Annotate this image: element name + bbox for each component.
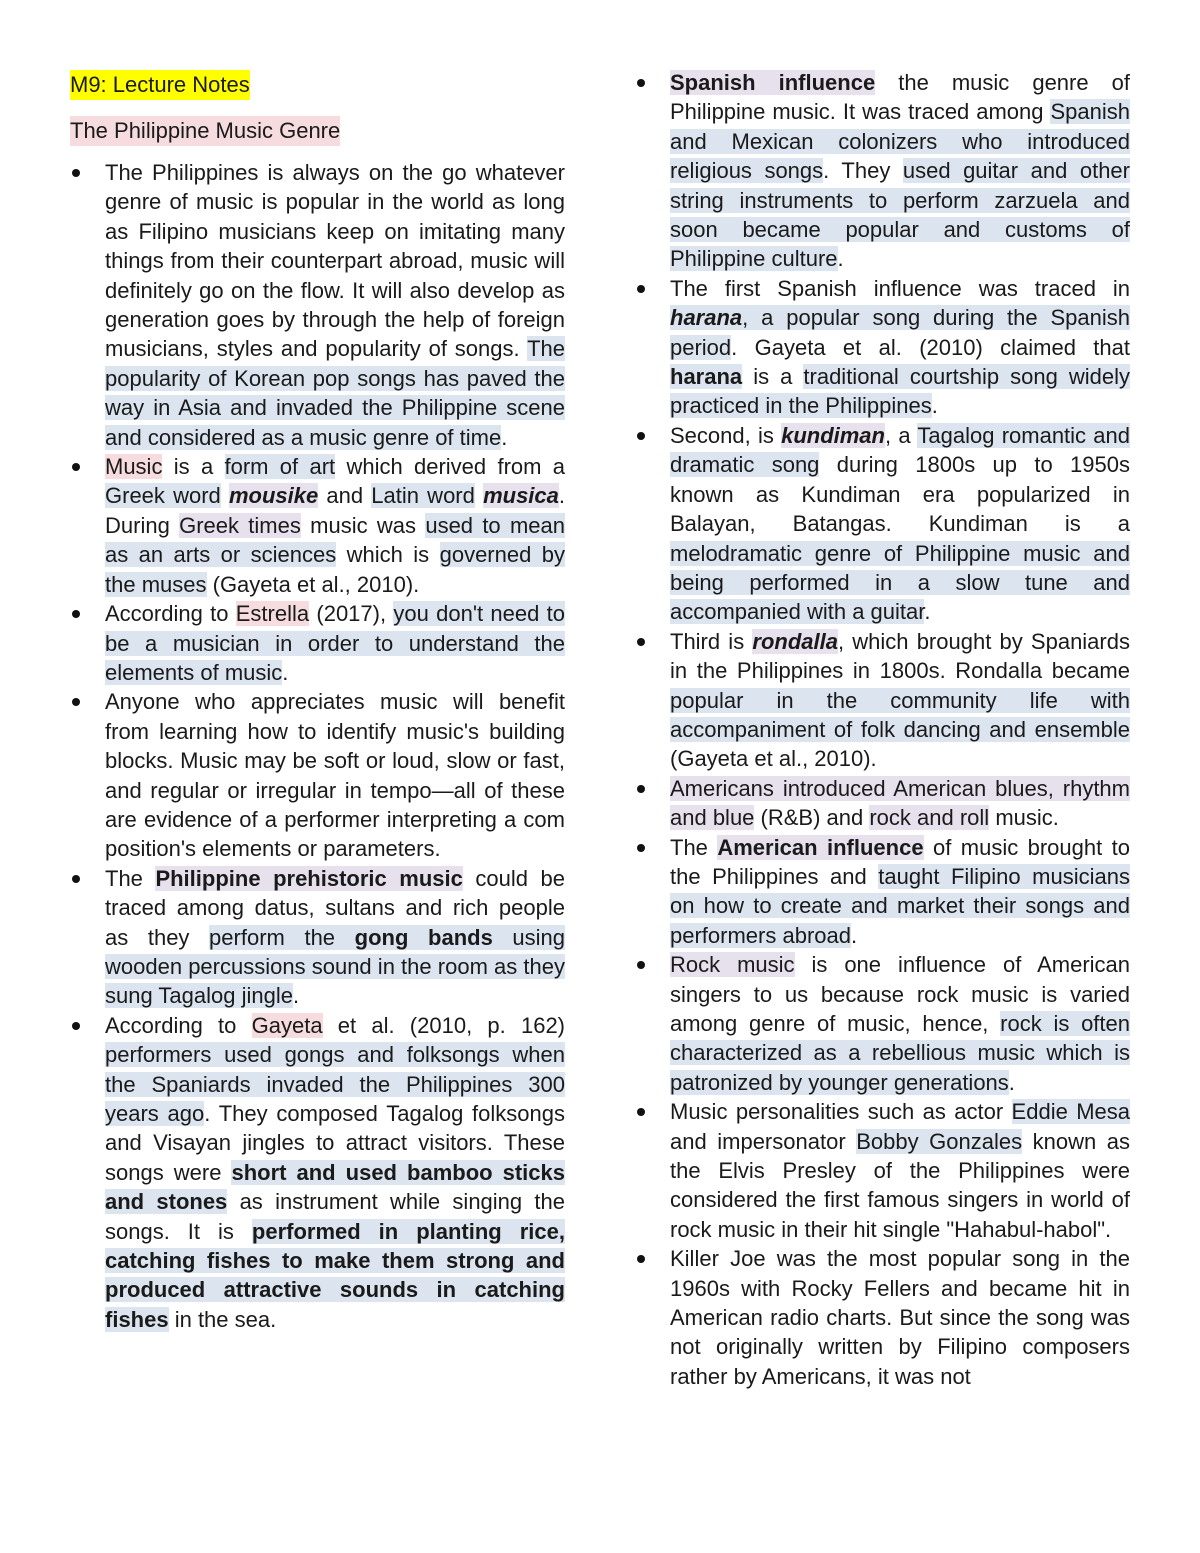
bullet-item bbox=[635, 627, 1130, 774]
highlighted-text: melodramatic genre of Philippine music and being performed in a slow tune and accompanied with a guitar bbox=[670, 540, 1130, 625]
highlighted-text bbox=[670, 305, 742, 330]
highlighted-text: Greek times bbox=[179, 512, 301, 538]
highlighted-text: gong bands bbox=[354, 924, 493, 950]
highlighted-text: rock is often characterized as a rebellious music which is patronized by younger generations bbox=[670, 1011, 1130, 1095]
emphasis-text: harana bbox=[670, 305, 743, 331]
highlighted-text bbox=[229, 483, 318, 508]
highlighted-text: , a popular song during the Spanish period bbox=[670, 305, 1130, 360]
bullet-item bbox=[70, 864, 565, 1011]
bullet-item bbox=[70, 1011, 565, 1334]
body-text: Music personalities such as actor bbox=[670, 1099, 1012, 1125]
body-text: The Philippines is always on the go whatever genre of music is popular in the world as long as Filipino musicians keep on imitating many things from their counterpart abroad, music will definitely go on the flow. It will also develop as generation goes by through the help of foreign musicians, styles and popularity of songs. bbox=[105, 160, 565, 362]
highlighted-text: Gayeta bbox=[251, 1012, 323, 1038]
body-text: The first Spanish influence was traced in bbox=[670, 275, 1130, 301]
highlighted-text: Music bbox=[105, 454, 163, 480]
highlighted-text: Bobby Gonzales bbox=[856, 1128, 1023, 1154]
left-bullet-list bbox=[70, 158, 565, 1334]
highlighted-text: Latin word bbox=[371, 483, 475, 509]
highlighted-text: perform the bbox=[209, 924, 355, 950]
emphasis-text: rondalla bbox=[752, 628, 838, 654]
left-column bbox=[70, 68, 565, 1334]
body-text: Second, is bbox=[670, 422, 782, 448]
emphasis-text: mousike bbox=[228, 483, 319, 509]
body-text: (Gayeta et al., 2010). bbox=[206, 571, 420, 597]
body-text: could be traced among datus, sultans and rich people as they bbox=[105, 865, 565, 950]
highlighted-text: Spanish influence bbox=[670, 70, 876, 95]
body-text: . They bbox=[823, 158, 903, 184]
highlighted-text: Americans introduced American blues, rhythm and blue bbox=[670, 775, 1130, 831]
highlighted-text: Philippine prehistoric music bbox=[155, 865, 463, 891]
body-text: . Gayeta et al. (2010) claimed that bbox=[731, 334, 1130, 360]
body-text: Killer Joe was the most popular song in the 1960s with Rocky Fellers and became hit in American radio charts. But since the song was not originally written by Filipino composers rather by Americans, it was not bbox=[670, 1246, 1130, 1389]
highlighted-text: using wooden percussions sound in the room as they sung Tagalog jingle bbox=[105, 924, 566, 1009]
body-text bbox=[221, 483, 229, 508]
body-text: music was bbox=[300, 512, 426, 538]
highlighted-text: Greek word bbox=[105, 483, 221, 509]
highlighted-text bbox=[483, 483, 559, 508]
highlighted-text: short and used bamboo sticks and stones bbox=[105, 1159, 565, 1215]
body-text: . During bbox=[105, 483, 566, 538]
subtitle-wrap bbox=[70, 116, 565, 146]
bullet-item bbox=[635, 421, 1130, 627]
body-text: of music brought to the Philippines and bbox=[670, 834, 1131, 889]
highlighted-text: taught Filipino musicians on how to create and market their songs and performers abroad bbox=[670, 863, 1130, 948]
highlighted-text: rock and roll bbox=[869, 805, 990, 831]
right-bullet-list bbox=[635, 68, 1130, 1391]
bullet-item bbox=[70, 599, 565, 687]
title-wrap bbox=[70, 70, 565, 100]
bullet-item bbox=[635, 274, 1130, 421]
body-text: . bbox=[282, 659, 289, 685]
body-text: . bbox=[931, 393, 938, 419]
highlighted-text: governed by the muses bbox=[105, 542, 565, 597]
body-text: and bbox=[318, 483, 372, 509]
highlighted-text bbox=[781, 423, 885, 448]
body-text: known as the Elvis Presley of the Philippines were considered the first famous singers in world of rock music in their hit single "Hahabul-habol". bbox=[670, 1128, 1131, 1242]
body-text bbox=[475, 483, 483, 508]
body-text: and impersonator bbox=[670, 1128, 857, 1154]
right-column bbox=[635, 68, 1130, 1391]
highlighted-text: Eddie Mesa bbox=[1011, 1099, 1131, 1125]
highlighted-text bbox=[752, 629, 838, 654]
body-text: The bbox=[105, 865, 156, 891]
body-text: is one influence of American singers to us because rock music is varied among genre of music, hence, bbox=[670, 952, 1130, 1036]
highlighted-text: American influence bbox=[717, 834, 924, 860]
highlighted-text: performers used gongs and folksongs when the Spaniards invaded the Philippines 300 years ago bbox=[105, 1042, 565, 1126]
highlighted-text: performed in planting rice, catching fishes to make them strong and produced attractive sounds in catching fishes bbox=[105, 1218, 565, 1332]
body-text: (2017), bbox=[309, 601, 394, 627]
body-text: , a bbox=[884, 422, 918, 448]
body-text: during 1800s up to 1950s known as Kundiman era popularized in Balayan, Batangas. Kundiman is a bbox=[670, 452, 1130, 537]
body-text: (R&B) and bbox=[754, 805, 870, 831]
body-text: . They composed Tagalog folksongs and Visayan jingles to attract visitors. These songs were bbox=[105, 1101, 566, 1185]
bullet-item bbox=[70, 687, 565, 863]
emphasis-text: musica bbox=[483, 483, 559, 509]
body-text: is a bbox=[742, 364, 804, 390]
body-text: in the sea. bbox=[168, 1306, 277, 1332]
body-text: The bbox=[670, 834, 718, 860]
body-text: According to bbox=[105, 1012, 252, 1038]
bullet-item bbox=[635, 950, 1130, 1097]
section-heading: The Philippine Music Genre bbox=[70, 116, 340, 146]
body-text: . bbox=[924, 599, 931, 625]
body-text: as instrument while singing the songs. It is bbox=[105, 1189, 566, 1244]
bullet-item bbox=[635, 1244, 1130, 1391]
bullet-item bbox=[70, 158, 565, 452]
highlighted-text: Spanish and Mexican colonizers who introduced religious songs bbox=[670, 99, 1130, 184]
bullet-item bbox=[635, 833, 1130, 951]
highlighted-text: Estrella bbox=[235, 601, 310, 627]
body-text: Anyone who appreciates music will benefit from learning how to identify music's building blocks. Music may be soft or loud, slow or fast, and regular or irregular in tempo—all of these are evidence of a performer interpreting a com position's elements or parameters. bbox=[105, 689, 565, 862]
body-text: . bbox=[1008, 1069, 1015, 1095]
body-text: the music genre of Philippine music. It was traced among bbox=[670, 70, 1130, 125]
body-text: . bbox=[837, 246, 844, 272]
body-text: According to bbox=[105, 601, 236, 627]
body-text: which derived from a bbox=[335, 454, 565, 480]
highlighted-text: you don't need to be a musician in order to understand the elements of music bbox=[105, 601, 565, 685]
highlighted-text: used guitar and other string instruments to perform zarzuela and soon became popular and customs of Philippine culture bbox=[670, 158, 1130, 272]
body-text: et al. (2010, p. 162) bbox=[322, 1012, 566, 1038]
body-text: is a bbox=[162, 454, 225, 480]
body-text: . bbox=[501, 424, 508, 450]
body-text: . bbox=[292, 983, 300, 1009]
highlighted-text: Rock music bbox=[670, 952, 795, 978]
body-text: , which brought by Spaniards in the Philippines in 1800s. Rondalla became bbox=[670, 628, 1130, 684]
body-text: . bbox=[850, 922, 858, 948]
body-text: which is bbox=[336, 542, 440, 568]
body-text: Third is bbox=[670, 628, 753, 654]
highlighted-text: popular in the community life with accompaniment of folk dancing and ensemble bbox=[670, 687, 1130, 742]
bullet-item bbox=[635, 68, 1130, 274]
body-text: (Gayeta et al., 2010). bbox=[670, 746, 877, 772]
emphasis-text: kundiman bbox=[781, 422, 885, 448]
highlighted-text: used to mean as an arts or sciences bbox=[105, 512, 565, 568]
body-text: music. bbox=[989, 805, 1059, 831]
highlighted-text: harana bbox=[670, 364, 743, 390]
highlighted-text: traditional courtship song widely practiced in the Philippines bbox=[670, 364, 1130, 419]
highlighted-text: Tagalog romantic and dramatic song bbox=[670, 422, 1130, 478]
bullet-item bbox=[635, 1097, 1130, 1244]
highlighted-text: form of art bbox=[224, 454, 336, 480]
bullet-item bbox=[635, 774, 1130, 833]
bullet-item bbox=[70, 452, 565, 599]
page-title: M9: Lecture Notes bbox=[70, 70, 250, 100]
highlighted-text: The popularity of Korean pop songs has paved the way in Asia and invaded the Philippine scene and considered as a music genre of time bbox=[105, 336, 565, 450]
